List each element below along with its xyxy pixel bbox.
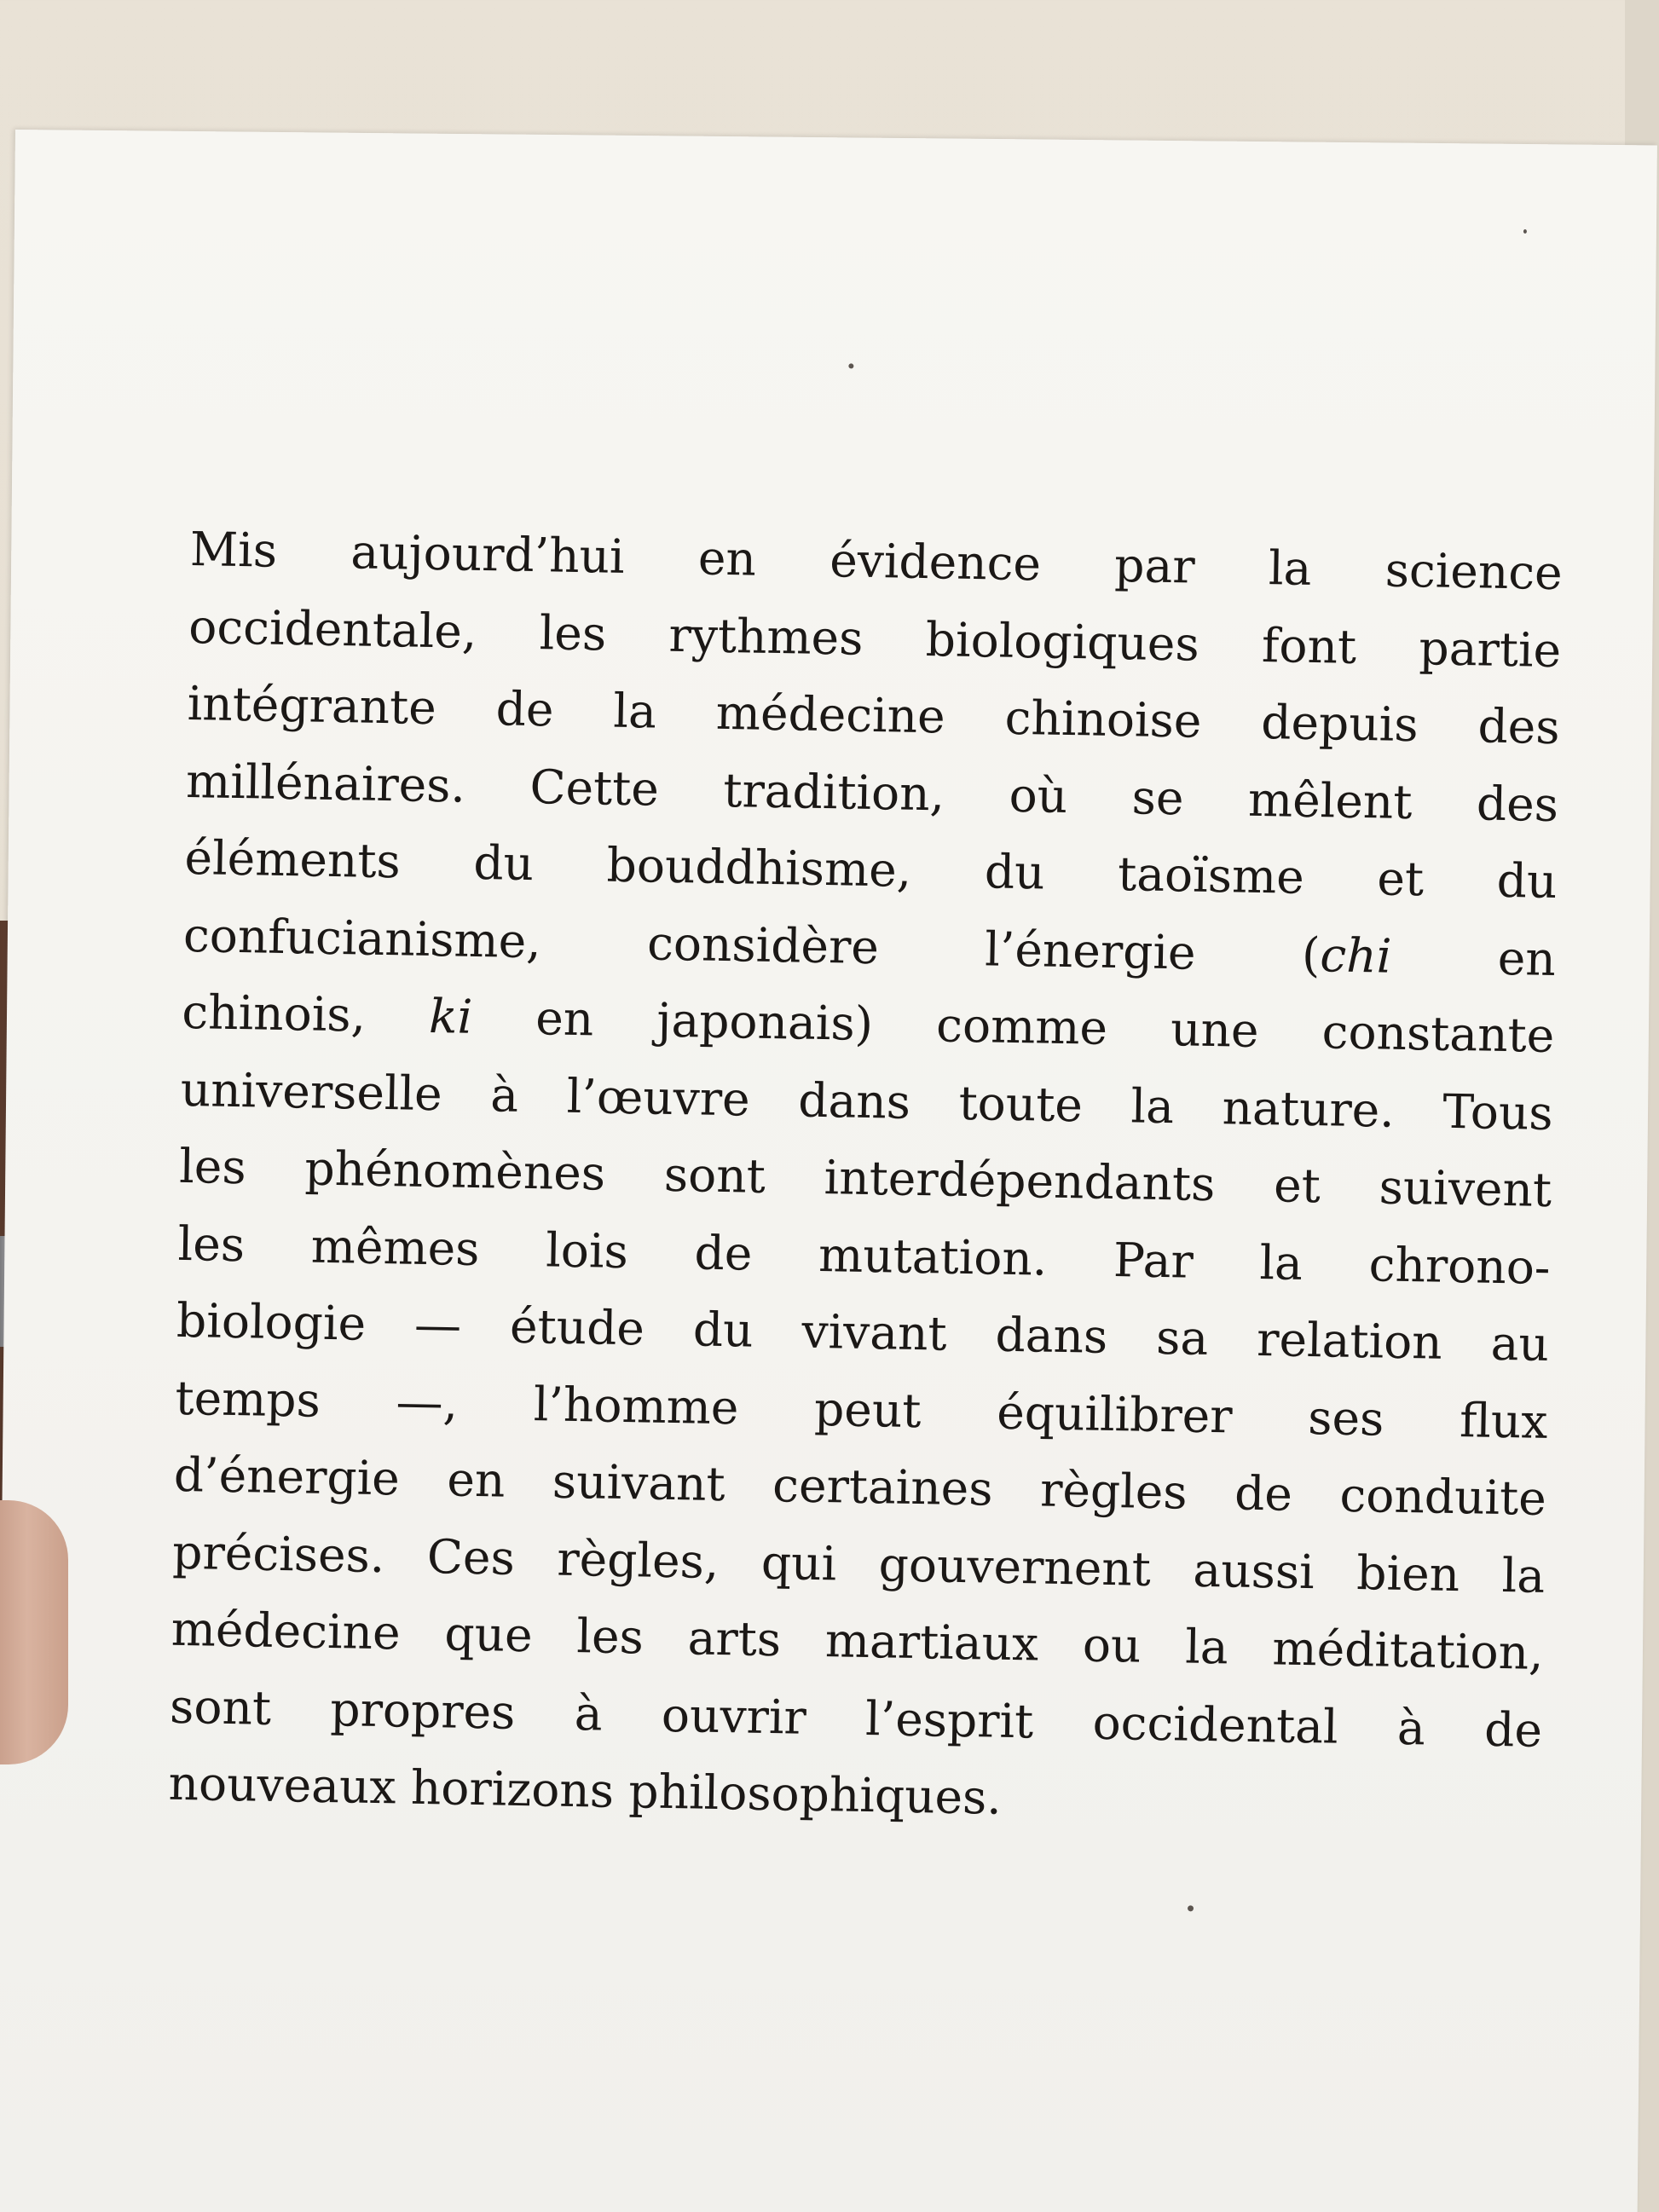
blurb-line: millénaires. Cette tradition, où se mêlent des	[185, 753, 1559, 832]
blurb-line: Mis aujourd’hui en évidence par la science	[189, 521, 1564, 601]
blurb-line: biologie — étude du vivant dans sa relation au	[176, 1292, 1550, 1372]
blurb-italic-term: ki	[428, 988, 473, 1044]
blurb-text: chinois,	[181, 984, 430, 1043]
blurb-line: intégrante de la médecine chinoise depuis des	[187, 675, 1561, 755]
blurb-line: d’énergie en suivant certaines règles de conduite	[173, 1447, 1547, 1526]
holding-thumb	[0, 1500, 68, 1764]
blurb-line: médecine que les arts martiaux ou la méditation,	[171, 1601, 1545, 1680]
back-cover-blurb	[168, 511, 1564, 1845]
blurb-text: en	[1390, 928, 1557, 986]
blurb-line: universelle à l’œuvre dans toute la nature. Tous	[180, 1061, 1554, 1141]
blurb-text: confucianisme, considère l’énergie (	[182, 907, 1321, 982]
blurb-italic-term: chi	[1319, 927, 1392, 984]
blurb-line: les phénomènes sont interdépendants et suivent	[178, 1138, 1552, 1217]
blurb-line: sont propres à ouvrir l’esprit occidental à de	[169, 1678, 1543, 1758]
book-back-cover	[0, 130, 1657, 2212]
paper-speck	[848, 363, 853, 368]
blurb-line: éléments du bouddhisme, du taoïsme et du	[184, 829, 1558, 910]
blurb-line: les mêmes lois de mutation. Par la chrono-	[177, 1216, 1552, 1295]
blurb-line: précises. Ces règles, qui gouvernent aussi bien la	[171, 1524, 1546, 1603]
paper-speck	[1188, 1905, 1194, 1911]
blurb-text: en japonais) comme une constante	[471, 989, 1555, 1063]
paper-speck	[1523, 229, 1527, 234]
blurb-line: temps —, l’homme peut équilibrer ses flux	[175, 1370, 1548, 1449]
blurb-line: nouveaux horizons philosophiques.	[168, 1755, 1003, 1825]
blurb-line: occidentale, les rythmes biologiques font partie	[188, 598, 1562, 678]
